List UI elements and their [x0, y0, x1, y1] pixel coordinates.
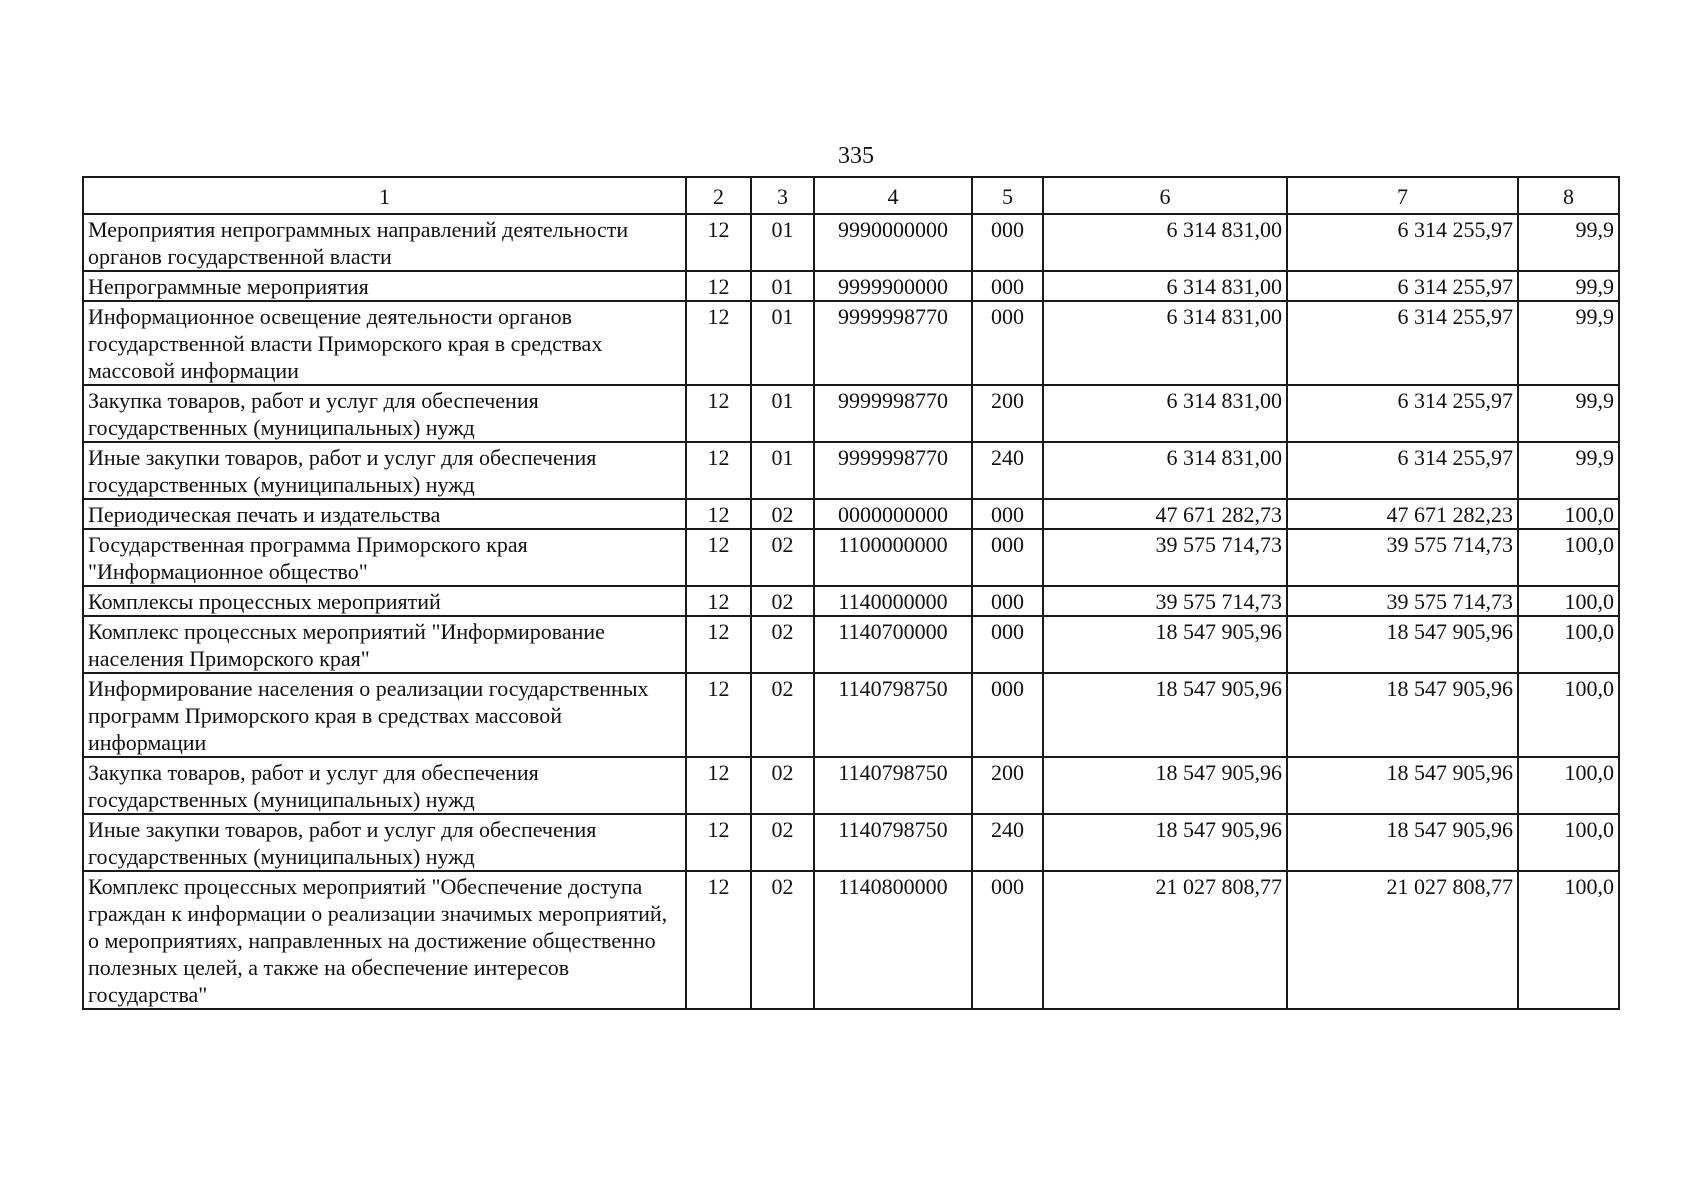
row-name: Иные закупки товаров, работ и услуг для обеспечения государственных (муниципальных) нужд: [83, 814, 686, 871]
table-row: [83, 499, 1619, 529]
section-code: 12: [686, 616, 751, 673]
expense-type-code: 000: [972, 301, 1043, 385]
target-article-code: 1140798750: [814, 814, 972, 871]
execution-percent: 100,0: [1518, 616, 1619, 673]
column-header: 4: [814, 177, 972, 214]
executed-amount: 18 547 905,96: [1287, 616, 1518, 673]
subsection-code: 01: [751, 442, 814, 499]
section-code: 12: [686, 214, 751, 271]
table-row: [83, 673, 1619, 757]
table-row: [83, 616, 1619, 673]
row-name: Комплекс процессных мероприятий "Обеспечение доступа граждан к информации о реализации значимых мероприятий, о мероприятиях, направленных на достижение общественно полезных целей, а также на обеспечение интересов государства": [83, 871, 686, 1009]
row-name: Комплекс процессных мероприятий "Информирование населения Приморского края": [83, 616, 686, 673]
execution-percent: 99,9: [1518, 271, 1619, 301]
execution-percent: 99,9: [1518, 301, 1619, 385]
executed-amount: 6 314 255,97: [1287, 214, 1518, 271]
approved-amount: 6 314 831,00: [1043, 442, 1287, 499]
execution-percent: 100,0: [1518, 871, 1619, 1009]
expense-type-code: 000: [972, 871, 1043, 1009]
expense-type-code: 000: [972, 616, 1043, 673]
row-name: Государственная программа Приморского края "Информационное общество": [83, 529, 686, 586]
column-header: 5: [972, 177, 1043, 214]
approved-amount: 18 547 905,96: [1043, 814, 1287, 871]
executed-amount: 18 547 905,96: [1287, 673, 1518, 757]
table-row: [83, 442, 1619, 499]
column-header: 2: [686, 177, 751, 214]
row-name: Закупка товаров, работ и услуг для обеспечения государственных (муниципальных) нужд: [83, 757, 686, 814]
executed-amount: 21 027 808,77: [1287, 871, 1518, 1009]
approved-amount: 39 575 714,73: [1043, 529, 1287, 586]
execution-percent: 100,0: [1518, 673, 1619, 757]
target-article-code: 9999998770: [814, 442, 972, 499]
executed-amount: 39 575 714,73: [1287, 586, 1518, 616]
column-header: 6: [1043, 177, 1287, 214]
execution-percent: 100,0: [1518, 586, 1619, 616]
section-code: 12: [686, 301, 751, 385]
row-name: Информирование населения о реализации государственных программ Приморского края в средствах массовой информации: [83, 673, 686, 757]
table-row: [83, 385, 1619, 442]
execution-percent: 99,9: [1518, 385, 1619, 442]
section-code: 12: [686, 757, 751, 814]
approved-amount: 6 314 831,00: [1043, 214, 1287, 271]
row-name: Иные закупки товаров, работ и услуг для обеспечения государственных (муниципальных) нужд: [83, 442, 686, 499]
expense-type-code: 240: [972, 814, 1043, 871]
subsection-code: 02: [751, 616, 814, 673]
section-code: 12: [686, 271, 751, 301]
expense-type-code: 000: [972, 499, 1043, 529]
table-row: [83, 271, 1619, 301]
table-row: [83, 586, 1619, 616]
subsection-code: 01: [751, 214, 814, 271]
table-row: [83, 757, 1619, 814]
subsection-code: 01: [751, 385, 814, 442]
column-header: 1: [83, 177, 686, 214]
execution-percent: 99,9: [1518, 214, 1619, 271]
approved-amount: 18 547 905,96: [1043, 673, 1287, 757]
table-row: [83, 214, 1619, 271]
row-name: Информационное освещение деятельности органов государственной власти Приморского края в средствах массовой информации: [83, 301, 686, 385]
expense-type-code: 000: [972, 529, 1043, 586]
approved-amount: 6 314 831,00: [1043, 301, 1287, 385]
section-code: 12: [686, 586, 751, 616]
row-name: Непрограммные мероприятия: [83, 271, 686, 301]
table-row: [83, 871, 1619, 1009]
executed-amount: 18 547 905,96: [1287, 814, 1518, 871]
target-article-code: 9999998770: [814, 385, 972, 442]
expense-type-code: 200: [972, 757, 1043, 814]
execution-percent: 99,9: [1518, 442, 1619, 499]
subsection-code: 01: [751, 271, 814, 301]
approved-amount: 18 547 905,96: [1043, 616, 1287, 673]
approved-amount: 39 575 714,73: [1043, 586, 1287, 616]
section-code: 12: [686, 442, 751, 499]
subsection-code: 02: [751, 757, 814, 814]
execution-percent: 100,0: [1518, 814, 1619, 871]
executed-amount: 39 575 714,73: [1287, 529, 1518, 586]
expense-type-code: 000: [972, 271, 1043, 301]
page-number: 335: [838, 143, 874, 169]
subsection-code: 01: [751, 301, 814, 385]
row-name: Мероприятия непрограммных направлений деятельности органов государственной власти: [83, 214, 686, 271]
subsection-code: 02: [751, 814, 814, 871]
column-header: 7: [1287, 177, 1518, 214]
executed-amount: 6 314 255,97: [1287, 385, 1518, 442]
expense-type-code: 000: [972, 214, 1043, 271]
section-code: 12: [686, 673, 751, 757]
expense-type-code: 000: [972, 586, 1043, 616]
executed-amount: 6 314 255,97: [1287, 301, 1518, 385]
subsection-code: 02: [751, 673, 814, 757]
subsection-code: 02: [751, 529, 814, 586]
row-name: Периодическая печать и издательства: [83, 499, 686, 529]
target-article-code: 9999998770: [814, 301, 972, 385]
target-article-code: 1140700000: [814, 616, 972, 673]
table-body: [83, 214, 1619, 1009]
section-code: 12: [686, 871, 751, 1009]
target-article-code: 1140800000: [814, 871, 972, 1009]
executed-amount: 18 547 905,96: [1287, 757, 1518, 814]
approved-amount: 18 547 905,96: [1043, 757, 1287, 814]
approved-amount: 47 671 282,73: [1043, 499, 1287, 529]
execution-percent: 100,0: [1518, 529, 1619, 586]
table-row: [83, 529, 1619, 586]
target-article-code: 0000000000: [814, 499, 972, 529]
column-header: 8: [1518, 177, 1619, 214]
executed-amount: 6 314 255,97: [1287, 442, 1518, 499]
column-header: 3: [751, 177, 814, 214]
executed-amount: 6 314 255,97: [1287, 271, 1518, 301]
table-row: [83, 301, 1619, 385]
target-article-code: 1140000000: [814, 586, 972, 616]
approved-amount: 6 314 831,00: [1043, 385, 1287, 442]
section-code: 12: [686, 499, 751, 529]
target-article-code: 9999900000: [814, 271, 972, 301]
section-code: 12: [686, 529, 751, 586]
subsection-code: 02: [751, 586, 814, 616]
section-code: 12: [686, 814, 751, 871]
section-code: 12: [686, 385, 751, 442]
budget-table: [82, 176, 1620, 1010]
target-article-code: 1140798750: [814, 673, 972, 757]
row-name: Закупка товаров, работ и услуг для обеспечения государственных (муниципальных) нужд: [83, 385, 686, 442]
subsection-code: 02: [751, 871, 814, 1009]
approved-amount: 21 027 808,77: [1043, 871, 1287, 1009]
table-row: [83, 814, 1619, 871]
expense-type-code: 200: [972, 385, 1043, 442]
header-row: [83, 177, 1619, 214]
target-article-code: 1140798750: [814, 757, 972, 814]
expense-type-code: 000: [972, 673, 1043, 757]
approved-amount: 6 314 831,00: [1043, 271, 1287, 301]
target-article-code: 1100000000: [814, 529, 972, 586]
row-name: Комплексы процессных мероприятий: [83, 586, 686, 616]
expense-type-code: 240: [972, 442, 1043, 499]
executed-amount: 47 671 282,23: [1287, 499, 1518, 529]
target-article-code: 9990000000: [814, 214, 972, 271]
execution-percent: 100,0: [1518, 499, 1619, 529]
execution-percent: 100,0: [1518, 757, 1619, 814]
subsection-code: 02: [751, 499, 814, 529]
